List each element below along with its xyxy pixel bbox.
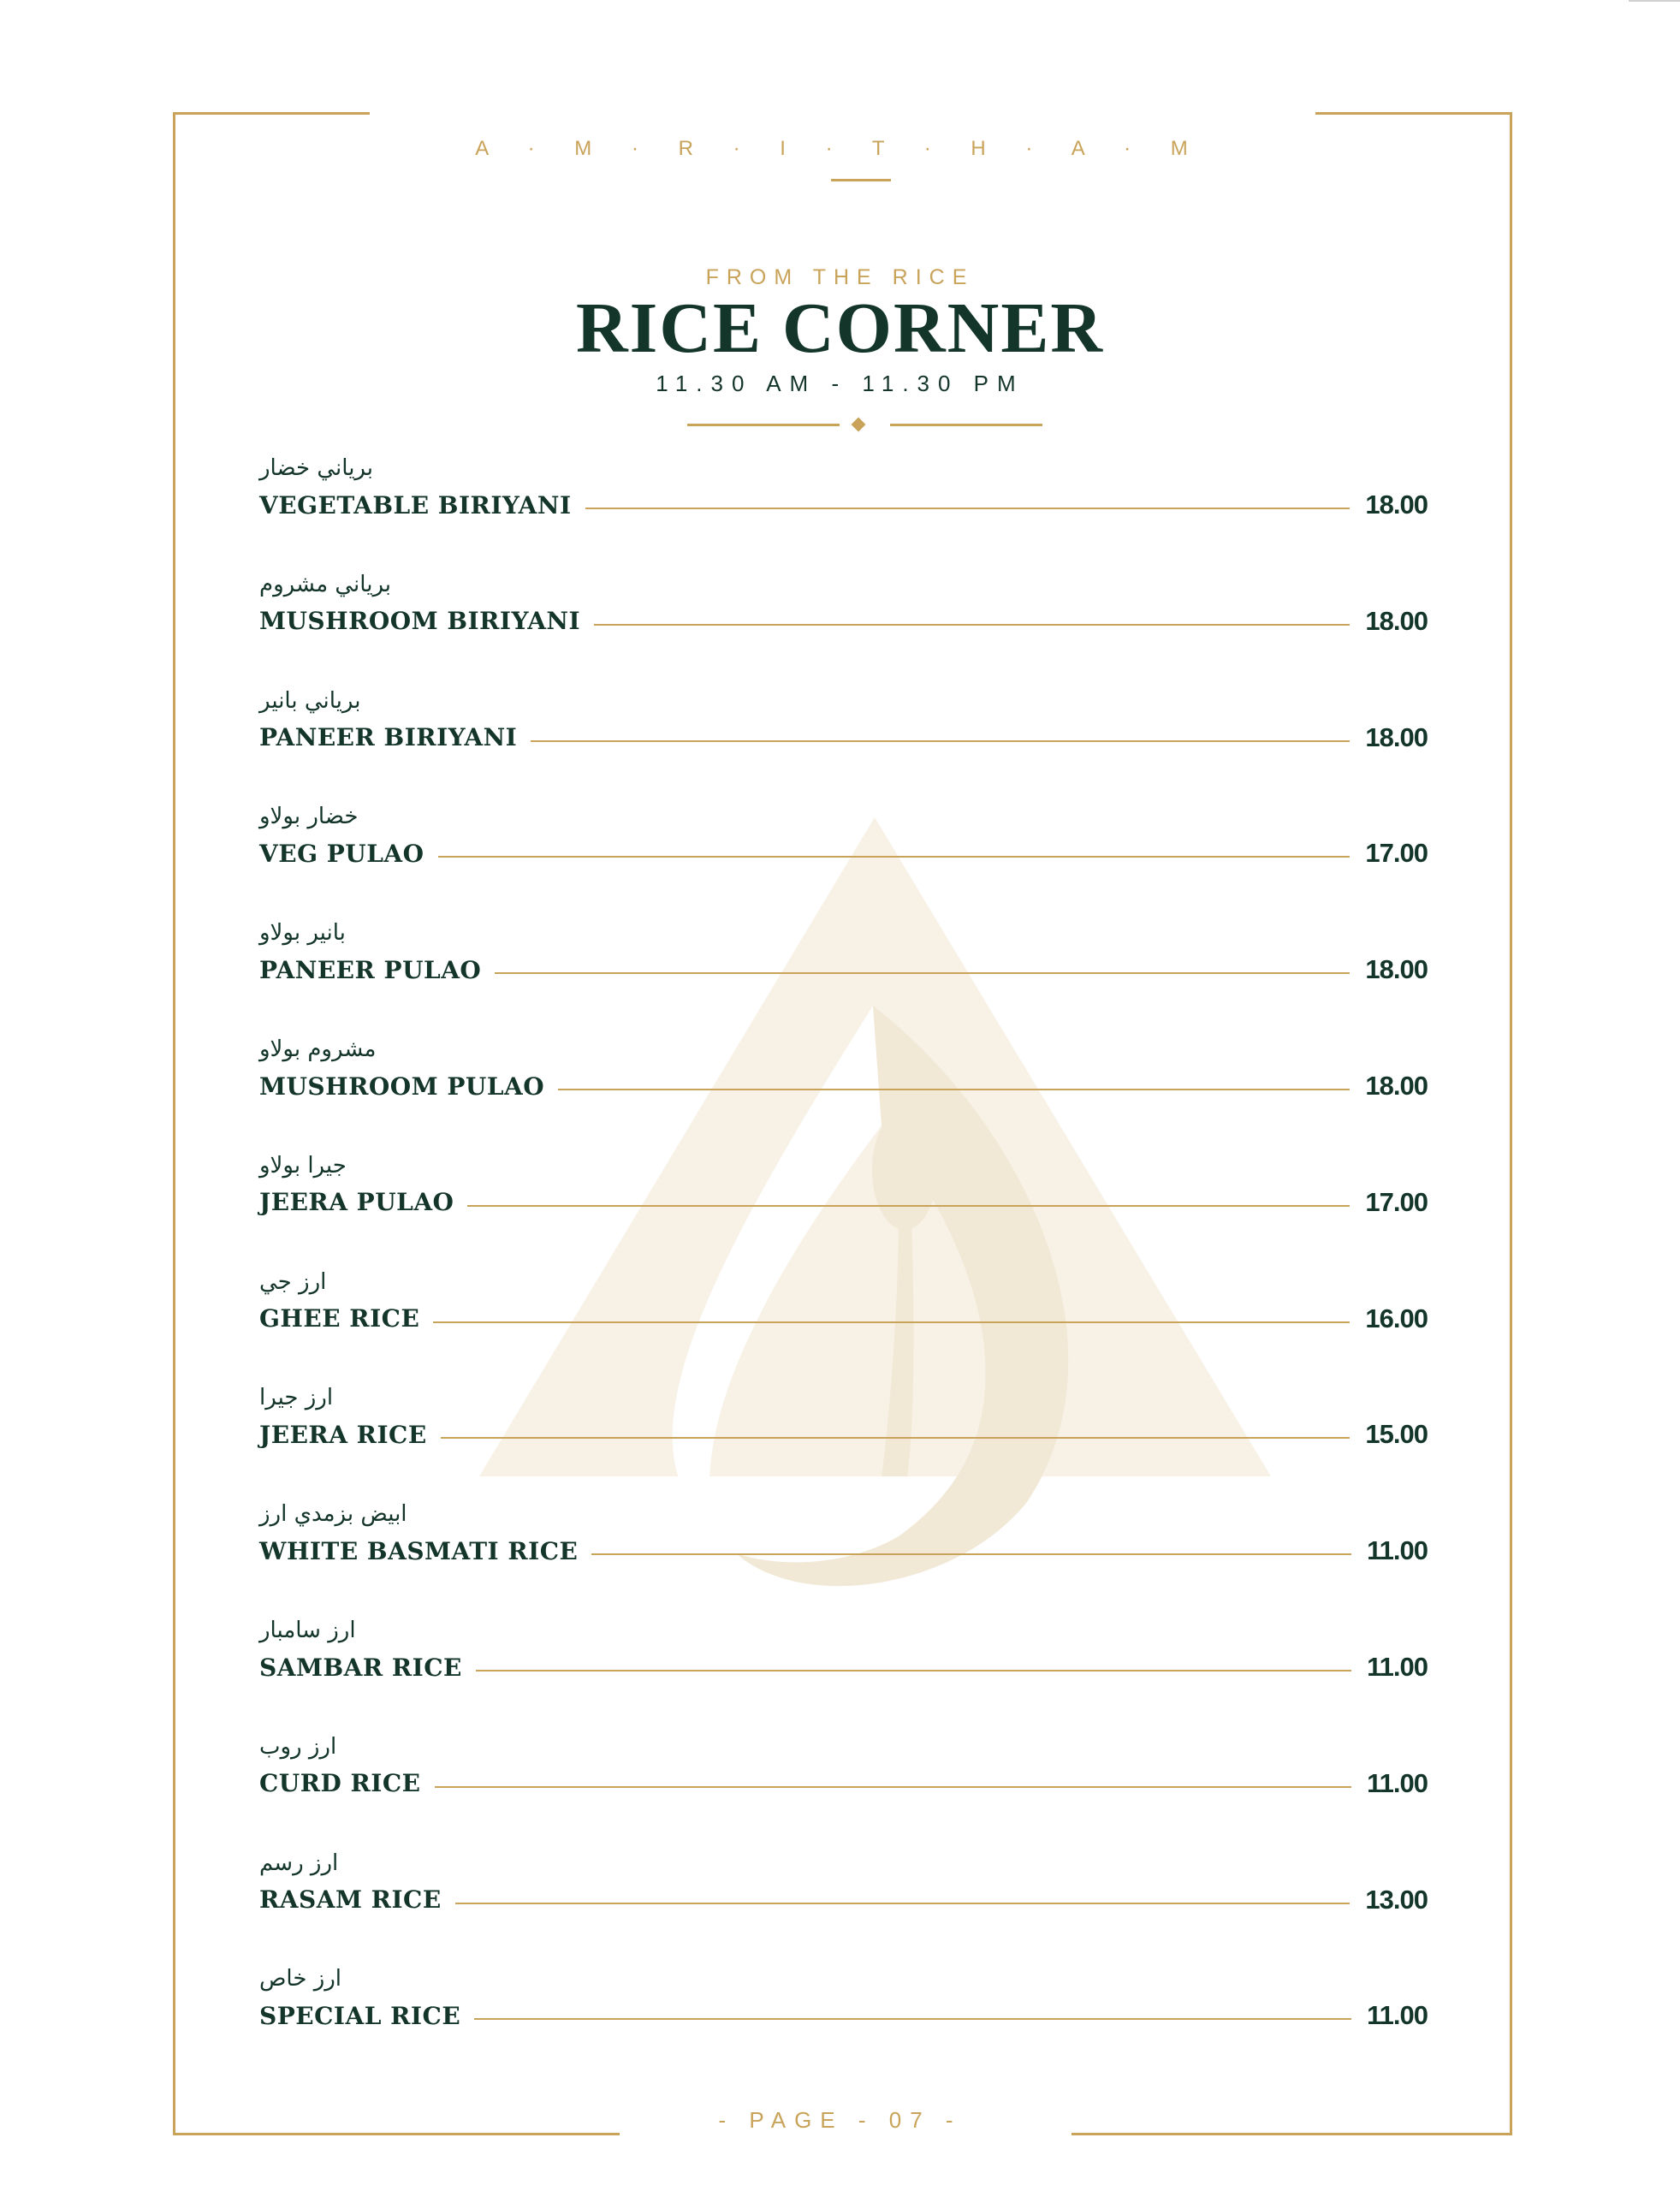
menu-item-price: 11.00 (1367, 1767, 1428, 1798)
menu-item-name: CURD RICE (259, 1769, 421, 1798)
menu-item-row (259, 1069, 1428, 1103)
menu-item (259, 572, 1428, 657)
menu-item-price: 11.00 (1367, 2000, 1428, 2031)
menu-item (259, 688, 1428, 774)
menu-item-arabic-name: برياني مشروم (259, 571, 392, 597)
menu-item-row (259, 1650, 1428, 1684)
menu-item-name: SPECIAL RICE (259, 2001, 461, 2030)
menu-item (259, 1734, 1428, 1820)
menu-item (259, 1966, 1428, 2051)
menu-item-name: JEERA PULAO (259, 1188, 454, 1217)
menu-item-leader-line (441, 1437, 1351, 1439)
menu-item-leader-line (558, 1089, 1350, 1090)
menu-item-name: WHITE BASMATI RICE (259, 1536, 579, 1565)
menu-item-leader-line (594, 624, 1350, 626)
menu-item (259, 804, 1428, 889)
menu-item-name: GHEE RICE (259, 1304, 420, 1333)
menu-item-leader-line (435, 1786, 1352, 1788)
menu-item-leader-line (455, 1903, 1351, 1904)
menu-item-arabic-name: ارز جي (259, 1268, 327, 1295)
menu-item-price: 17.00 (1365, 838, 1428, 869)
menu-item-row (259, 836, 1428, 870)
menu-item-row (259, 1302, 1428, 1336)
menu-item-arabic-name: برياني خضار (259, 455, 374, 481)
menu-item-arabic-name: ابيض بزمدي ارز (259, 1501, 407, 1528)
section-eyebrow: FROM THE RICE (705, 265, 975, 289)
menu-item-price: 11.00 (1367, 1535, 1428, 1566)
menu-item-arabic-name: ارز سامبار (259, 1618, 356, 1643)
page-title: RICE CORNER (575, 288, 1105, 368)
menu-item-price: 15.00 (1365, 1419, 1428, 1450)
frame-right (1510, 112, 1512, 2135)
menu-item-row (259, 953, 1428, 987)
menu-item-row (259, 1998, 1428, 2033)
menu-item-price: 18.00 (1365, 721, 1428, 752)
menu-item-arabic-name: برياني بانير (259, 687, 361, 714)
menu-item-leader-line (438, 856, 1351, 858)
menu-item-name: RASAM RICE (259, 1885, 442, 1915)
corner-mark (1629, 0, 1680, 2)
menu-item-price: 16.00 (1365, 1303, 1428, 1333)
page-number: - PAGE - 07 - (718, 2107, 962, 2133)
menu-item-leader-line (476, 1670, 1351, 1671)
menu-item-price: 17.00 (1365, 1186, 1428, 1217)
ornament-rule-left (687, 424, 840, 426)
menu-item-leader-line (591, 1553, 1351, 1555)
menu-item-price: 18.00 (1365, 605, 1428, 636)
menu-item-arabic-name: جيرا بولاو (259, 1152, 347, 1179)
brand-name: A · M · R · I · T · H · A · M (475, 137, 1205, 160)
menu-item-name: MUSHROOM PULAO (259, 1072, 545, 1101)
menu-item-name: MUSHROOM BIRIYANI (259, 607, 581, 636)
menu-item (259, 1036, 1428, 1122)
menu-item-arabic-name: مشروم بولاو (259, 1036, 377, 1062)
frame-top-left (173, 112, 370, 115)
menu-item-arabic-name: ارز خاص (259, 1966, 342, 1992)
opening-hours: 11.30 AM - 11.30 PM (656, 371, 1024, 396)
menu-item-price: 11.00 (1367, 1652, 1428, 1682)
menu-item-row (259, 721, 1428, 755)
menu-item (259, 1850, 1428, 1936)
menu-item-price: 13.00 (1365, 1884, 1428, 1915)
menu-item-name: PANEER PULAO (259, 955, 482, 984)
menu-item (259, 1153, 1428, 1238)
menu-item-leader-line (495, 972, 1350, 974)
menu-item-leader-line (474, 2018, 1351, 2020)
ornament-rule-right (890, 424, 1042, 426)
menu-item (259, 1385, 1428, 1470)
menu-item-row (259, 1534, 1428, 1568)
menu-item-arabic-name: بانير بولاو (259, 920, 346, 947)
menu-item-name: JEERA RICE (259, 1420, 427, 1449)
menu-item-price: 18.00 (1365, 1071, 1428, 1101)
menu-item-price: 18.00 (1365, 490, 1428, 520)
menu-item-row (259, 1883, 1428, 1917)
menu-item-arabic-name: ارز رسم (259, 1850, 339, 1876)
menu-item-row (259, 1185, 1428, 1220)
menu-item-leader-line (531, 740, 1350, 742)
menu-item-name: SAMBAR RICE (259, 1653, 462, 1682)
frame-top-right (1315, 112, 1512, 115)
menu-item-row (259, 1766, 1428, 1801)
menu-item (259, 1269, 1428, 1355)
menu-item-row (259, 488, 1428, 522)
menu-item (259, 1618, 1428, 1703)
frame-left (173, 112, 175, 2135)
menu-item-arabic-name: خضار بولاو (259, 804, 359, 830)
menu-item (259, 920, 1428, 1006)
menu-item-name: VEGETABLE BIRIYANI (259, 490, 572, 520)
menu-item-row (259, 1417, 1428, 1452)
menu-item (259, 1501, 1428, 1587)
menu-item-leader-line (433, 1321, 1350, 1323)
brand-underline (831, 179, 891, 181)
menu-item-row (259, 604, 1428, 638)
menu-item-arabic-name: ارز روب (259, 1733, 337, 1760)
menu-item (259, 455, 1428, 541)
diamond-icon (852, 418, 866, 432)
menu-item-leader-line (585, 508, 1351, 509)
menu-item-arabic-name: ارز جيرا (259, 1385, 334, 1411)
menu-item-price: 18.00 (1365, 954, 1428, 985)
menu-item-name: PANEER BIRIYANI (259, 723, 518, 752)
menu-item-leader-line (467, 1205, 1350, 1207)
menu-item-name: VEG PULAO (259, 839, 424, 868)
